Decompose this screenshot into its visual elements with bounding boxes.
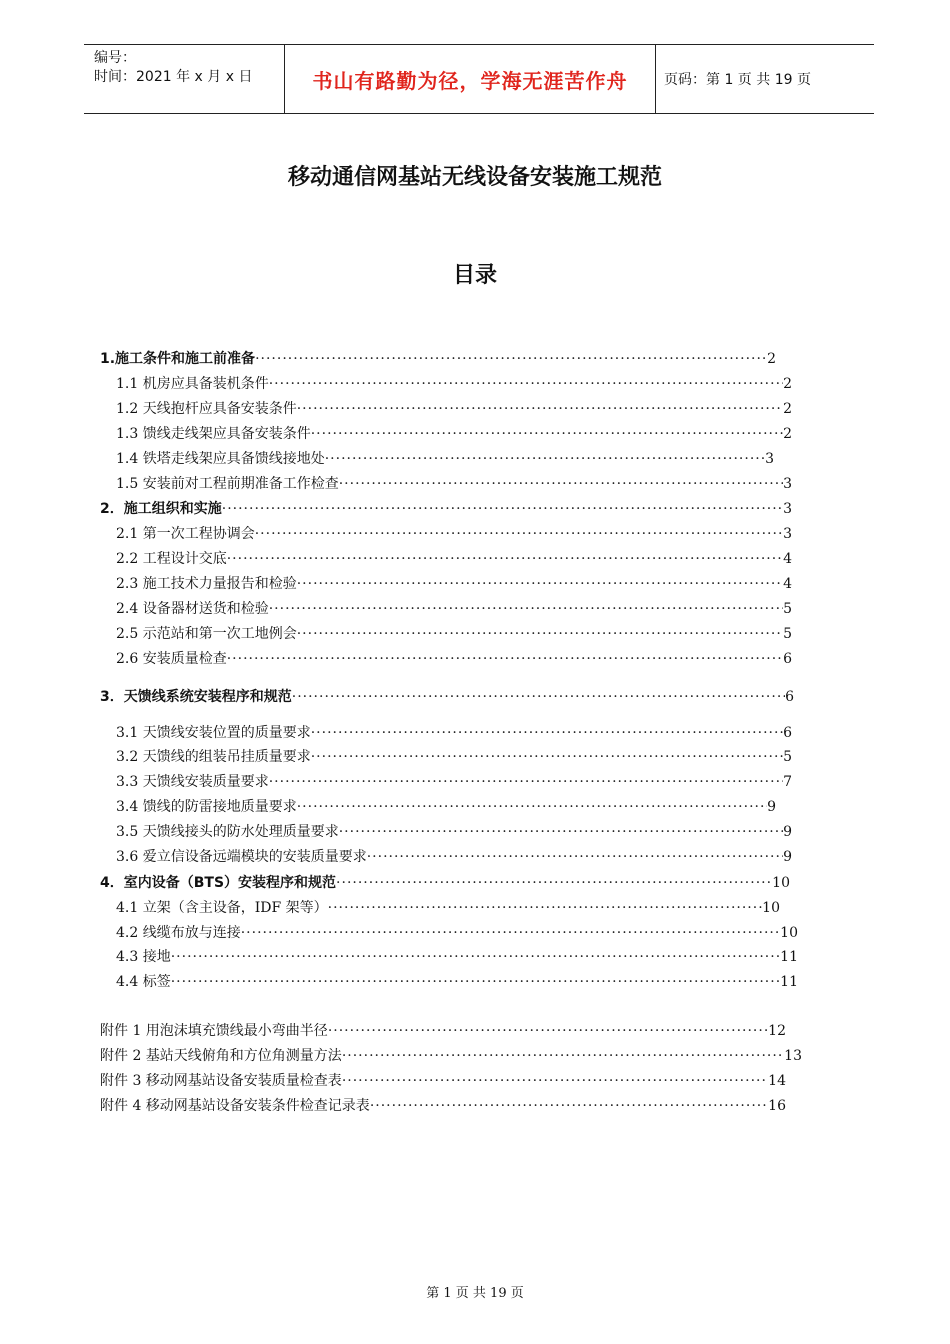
toc-entry[interactable] — [100, 348, 776, 372]
toc-entry[interactable] — [100, 1095, 786, 1119]
toc-entry-page: 2 — [783, 376, 792, 392]
toc-leader-dots — [171, 949, 780, 965]
toc-entry[interactable] — [116, 846, 792, 870]
toc-entry[interactable] — [116, 821, 792, 845]
toc-entry[interactable] — [116, 373, 792, 397]
toc-entry[interactable] — [116, 946, 798, 970]
toc-entry-label: 3.2 天馈线的组装吊挂质量要求 — [116, 749, 311, 765]
toc-leader-dots — [255, 351, 767, 367]
toc-entry-label: 4.1 立架（含主设备，IDF 架等） — [116, 900, 328, 916]
toc-entry-label: 2.2 工程设计交底 — [116, 551, 227, 567]
toc-entry[interactable] — [100, 1020, 786, 1044]
toc-leader-dots — [328, 1023, 768, 1039]
toc-entry-page: 9 — [783, 849, 792, 865]
toc-entry[interactable] — [100, 1070, 786, 1094]
toc-entry-page: 3 — [783, 476, 792, 492]
toc-leader-dots — [269, 774, 783, 790]
toc-entry-page: 10 — [780, 925, 798, 941]
toc-entry-page: 6 — [785, 689, 794, 705]
toc-entry-label: 3.5 天馈线接头的防水处理质量要求 — [116, 824, 339, 840]
motto: 书山有路勤为径，学海无涯苦作舟 — [312, 68, 628, 93]
page-footer: 第 1 页 共 19 页 — [426, 1286, 524, 1301]
toc-entry-page: 12 — [768, 1023, 786, 1039]
toc-entry-page: 16 — [768, 1098, 786, 1114]
toc-entry-label: 2.1 第一次工程协调会 — [116, 526, 255, 542]
toc-leader-dots — [227, 551, 783, 567]
toc-leader-dots — [339, 476, 783, 492]
toc-entry-page: 3 — [783, 501, 792, 517]
document-title: 移动通信网基站无线设备安装施工规范 — [287, 165, 662, 190]
toc-entry-page: 6 — [783, 725, 792, 741]
toc-entry-label: 3.6 爱立信设备远端模块的安装质量要求 — [116, 849, 367, 865]
toc-leader-dots — [297, 576, 783, 592]
toc-leader-dots — [227, 651, 783, 667]
toc-entry[interactable] — [116, 971, 798, 995]
toc-entry-page: 4 — [783, 576, 792, 592]
toc-entry-page: 2 — [783, 426, 792, 442]
toc-entry[interactable] — [116, 771, 792, 795]
toc-entry-label: 4.2 线缆布放与连接 — [116, 925, 241, 941]
number-label: 编号： — [94, 50, 136, 66]
toc-entry-label: 1.5 安装前对工程前期准备工作检查 — [116, 476, 339, 492]
toc-entry-label: 2.6 安装质量检查 — [116, 651, 227, 667]
toc-entry-label: 1.1 机房应具备装机条件 — [116, 376, 269, 392]
toc-entry-label: 附件 4 移动网基站设备安装条件检查记录表 — [100, 1098, 370, 1114]
toc-entry[interactable] — [100, 1045, 802, 1069]
toc-entry[interactable] — [116, 796, 776, 820]
toc-leader-dots — [222, 501, 783, 517]
toc-title: 目录 — [452, 263, 497, 288]
toc-entry-label: 4.4 标签 — [116, 974, 171, 990]
toc-leader-dots — [367, 849, 783, 865]
toc-entry[interactable] — [116, 573, 792, 597]
toc-entry-label: 1.施工条件和施工前准备 — [100, 351, 256, 367]
toc-leader-dots — [269, 376, 783, 392]
toc-leader-dots — [328, 900, 763, 916]
toc-entry-label: 3.4 馈线的防雷接地质量要求 — [116, 799, 297, 815]
toc-entry-label: 3.1 天馈线安装位置的质量要求 — [116, 725, 311, 741]
toc-leader-dots — [311, 725, 783, 741]
toc-entry[interactable] — [116, 548, 792, 572]
toc-entry-page: 6 — [783, 651, 792, 667]
toc-entry-page: 10 — [772, 875, 790, 891]
toc-leader-dots — [269, 601, 783, 617]
toc-leader-dots — [311, 749, 783, 765]
toc-entry-label: 3．天馈线系统安装程序和规范 — [100, 689, 292, 705]
toc-leader-dots — [325, 451, 765, 467]
toc-entry-page: 2 — [783, 401, 792, 417]
toc-leader-dots — [339, 824, 783, 840]
toc-entry-label: 3.3 天馈线安装质量要求 — [116, 774, 269, 790]
toc-entry-page: 10 — [762, 900, 780, 916]
toc-entry-label: 4.3 接地 — [116, 949, 171, 965]
toc-entry[interactable] — [116, 473, 792, 497]
toc-entry-label: 附件 1 用泡沫填充馈线最小弯曲半径 — [100, 1023, 328, 1039]
toc-entry[interactable] — [100, 498, 792, 522]
toc-entry[interactable] — [100, 872, 790, 896]
toc-leader-dots — [297, 401, 783, 417]
toc-entry-label: 附件 2 基站天线俯角和方位角测量方法 — [100, 1048, 342, 1064]
toc-entry-page: 9 — [783, 824, 792, 840]
toc-entry-label: 1.3 馈线走线架应具备安装条件 — [116, 426, 311, 442]
page-info: 页码：第 1 页 共 19 页 — [664, 72, 811, 88]
toc-entry[interactable] — [116, 523, 792, 547]
toc-entry-label: 1.4 铁塔走线架应具备馈线接地处 — [116, 451, 325, 467]
toc-entry-label: 4．室内设备（BTS）安装程序和规范 — [100, 875, 337, 891]
toc-entry-label: 附件 3 移动网基站设备安装质量检查表 — [100, 1073, 342, 1089]
toc-leader-dots — [241, 925, 780, 941]
time-label: 时间：2021 年 x 月 x 日 — [94, 69, 253, 85]
toc-entry-page: 7 — [783, 774, 792, 790]
toc-entry[interactable] — [116, 746, 792, 770]
toc-entry-page: 3 — [765, 451, 774, 467]
toc-leader-dots — [311, 426, 783, 442]
toc-entry-page: 9 — [767, 799, 776, 815]
toc-entry-page: 13 — [784, 1048, 802, 1064]
toc-entry-page: 3 — [783, 526, 792, 542]
toc-entry-label: 1.2 天线抱杆应具备安装条件 — [116, 401, 297, 417]
toc-leader-dots — [336, 875, 772, 891]
toc-leader-dots — [297, 799, 767, 815]
toc-entry[interactable] — [116, 648, 792, 672]
toc-entry[interactable] — [116, 598, 792, 622]
toc-leader-dots — [171, 974, 780, 990]
toc-entry[interactable] — [116, 448, 774, 472]
toc-entry[interactable] — [116, 922, 798, 946]
toc-entry-label: 2.3 施工技术力量报告和检验 — [116, 576, 297, 592]
toc-entry-page: 5 — [783, 601, 792, 617]
toc-entry[interactable] — [116, 423, 792, 447]
toc-entry[interactable] — [116, 722, 792, 746]
toc-entry-page: 5 — [783, 626, 792, 642]
toc-entry-page: 5 — [783, 749, 792, 765]
toc-leader-dots — [297, 626, 783, 642]
toc-entry-label: 2.4 设备器材送货和检验 — [116, 601, 269, 617]
toc-leader-dots — [342, 1048, 784, 1064]
toc-leader-dots — [292, 689, 785, 705]
toc-entry-label: 2．施工组织和实施 — [100, 501, 222, 517]
toc-entry-page: 4 — [783, 551, 792, 567]
toc-entry-page: 14 — [768, 1073, 786, 1089]
toc-entry-page: 11 — [780, 974, 798, 990]
toc-entry[interactable] — [100, 686, 794, 710]
toc-entry[interactable] — [116, 897, 780, 921]
toc-entry[interactable] — [116, 623, 792, 647]
toc-entry-page: 11 — [780, 949, 798, 965]
toc-entry-page: 2 — [767, 351, 776, 367]
toc-leader-dots — [342, 1073, 768, 1089]
toc-leader-dots — [255, 526, 783, 542]
toc-entry[interactable] — [116, 398, 792, 422]
toc-leader-dots — [370, 1098, 768, 1114]
toc-entry-label: 2.5 示范站和第一次工地例会 — [116, 626, 297, 642]
